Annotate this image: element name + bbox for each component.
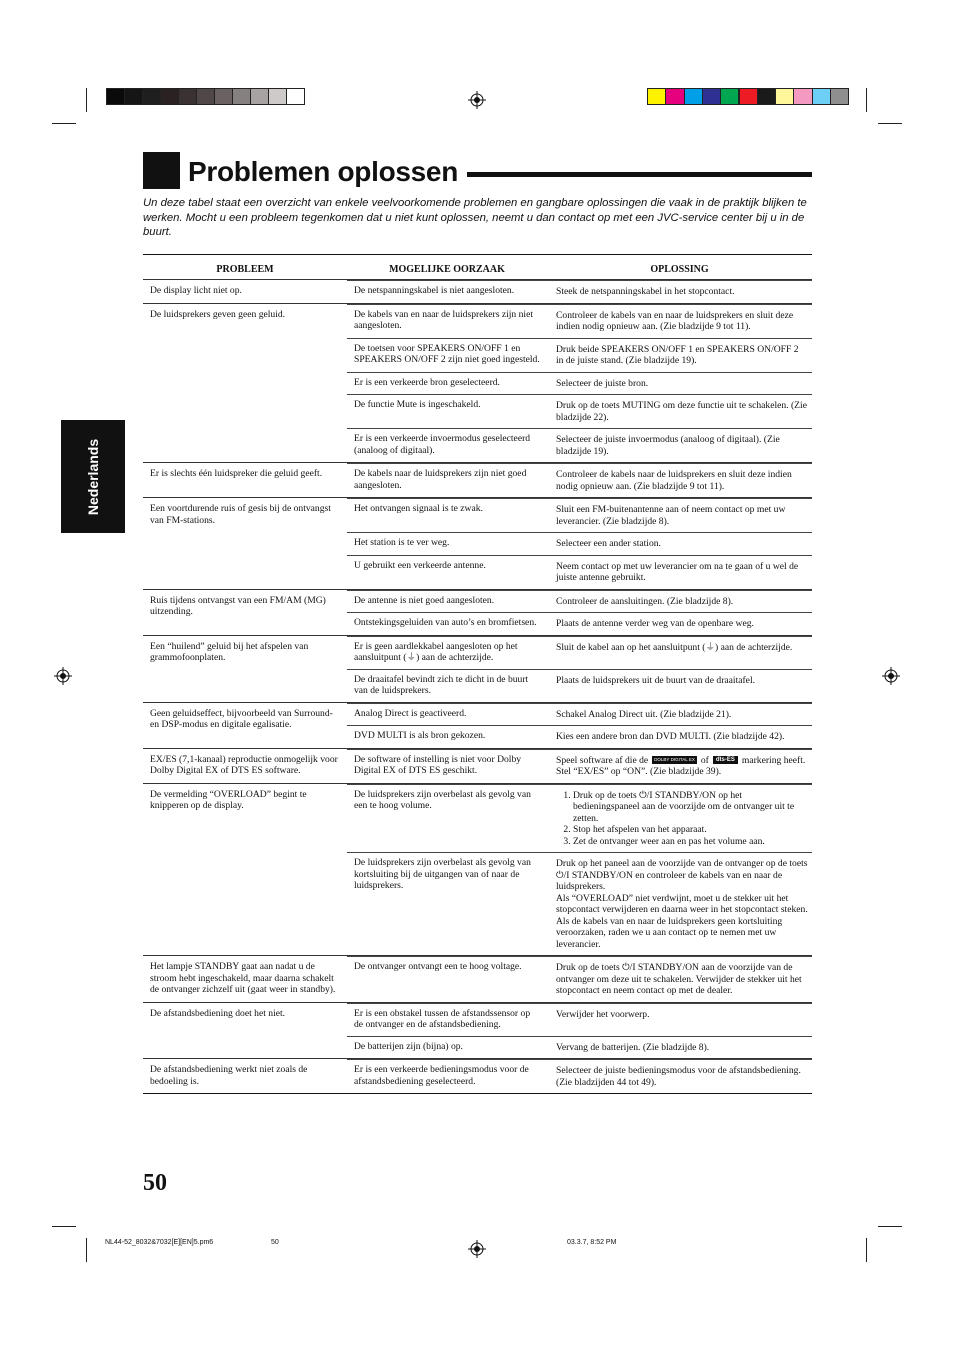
solution-cell: Verwijder het voorwerp. (556, 1008, 650, 1020)
intro-paragraph: Un deze tabel staat een overzicht van enkele veelvoorkomende problemen en gangbare oplossingen die vaak in de praktijk blijken te werken. Mocht u een probleem tegenkomen dat u niet kunt oplossen, neemt u dan contact op met een JVC-service center bij u in de buurt. (143, 197, 807, 238)
table-row (347, 498, 812, 532)
table-row-group (143, 304, 812, 464)
table-row-group (143, 703, 812, 749)
table-row-group (143, 749, 812, 784)
color-swatch (812, 88, 831, 105)
cause-cell: De kabels naar de luidsprekers zijn niet goed aangesloten. (354, 468, 527, 491)
color-swatch (124, 88, 143, 105)
cause-cell: De kabels van en naar de luidsprekers zijn niet aangesloten. (354, 308, 534, 331)
table-row (347, 555, 812, 589)
registration-target-icon (54, 667, 72, 685)
table-row (347, 1059, 812, 1093)
registration-target-icon (468, 91, 486, 109)
table-row-group (143, 1003, 812, 1060)
table-row-group (143, 956, 812, 1003)
table-row-group (143, 1059, 812, 1093)
color-swatch (142, 88, 161, 105)
solution-cell: Plaats de luidsprekers uit de buurt van de draaitafel. (556, 674, 756, 686)
solution-cell: Controleer de aansluitingen. (Zie bladzijde 8). (556, 595, 734, 607)
color-swatch (214, 88, 233, 105)
solution-cell: Druk beide SPEAKERS ON/OFF 1 en SPEAKERS ON/OFF 2 in de juiste stand. (Zie bladzijde 19). (556, 343, 799, 366)
problem-cell: Ruis tijdens ontvangst van een FM/AM (MG) uitzending. (150, 594, 326, 617)
color-swatch (196, 88, 215, 105)
solution-cell: Controleer de kabels van en naar de luidsprekers en sluit deze indien nodig opnieuw aan. (Zie bladzijde 9 tot 11). (556, 309, 794, 332)
title-marker-block (143, 152, 180, 189)
solution-cell (547, 785, 812, 853)
color-swatch (647, 88, 666, 105)
solution-step: 3. Zet de ontvanger weer aan en pas het volume aan. (573, 836, 808, 848)
color-swatch (268, 88, 287, 105)
cause-cell: De luidsprekers zijn overbelast als gevolg van kortsluiting bij de uitgangen van of naar de luidsprekers. (354, 857, 531, 891)
cause-cell: De batterijen zijn (bijna) op. (354, 1040, 463, 1052)
page-title: Problemen oplossen (188, 156, 458, 187)
crop-mark (86, 1238, 87, 1262)
problem-cell: De afstandsbediening doet het niet. (150, 1007, 286, 1019)
table-row-group (143, 636, 812, 703)
solution-cell (547, 750, 812, 783)
color-swatch (830, 88, 849, 105)
solution-text: of (700, 754, 709, 766)
cause-cell: De antenne is niet goed aangesloten. (354, 594, 495, 606)
solution-cell: Sluit de kabel aan op het aansluitpunt (⏚) aan de achterzijde. (556, 641, 793, 653)
solution-line: Als “OVERLOAD” niet verdwijnt, moet u de stekker uit het stopcontact verwijderen en daarna weer in het stopcontact steken. (556, 892, 808, 915)
table-row (347, 669, 812, 702)
color-swatch (178, 88, 197, 105)
color-swatch (250, 88, 269, 105)
solution-line: Druk op het paneel aan de voorzijde van de ontvanger op de toets ⏻/I STANDBY/ON en controleer de kabels van en naar de luidsprekers. (556, 858, 808, 892)
crop-mark (866, 88, 867, 112)
cause-cell: De software of instelling is niet voor Dolby Digital EX of DTS ES geschikt. (354, 753, 522, 776)
registration-target-icon (468, 1240, 486, 1258)
table-row-group (143, 590, 812, 636)
solution-cell: Selecteer de juiste bedieningsmodus voor de afstandsbediening. (Zie bladzijden 44 tot 49). (556, 1065, 801, 1088)
table-row-group (143, 784, 812, 957)
crop-mark (878, 123, 902, 124)
color-swatch (720, 88, 739, 105)
color-swatch (160, 88, 179, 105)
solution-cell: Vervang de batterijen. (Zie bladzijde 8). (556, 1041, 710, 1053)
table-row (347, 394, 812, 428)
troubleshooting-table (143, 254, 812, 1094)
solution-step: 2. Stop het afspelen van het apparaat. (573, 824, 808, 836)
problem-cell: De vermelding “OVERLOAD” begint te knipperen op de display. (150, 788, 307, 811)
solution-cell: Druk op de toets MUTING om deze functie uit te schakelen. (Zie bladzijde 22). (556, 400, 807, 423)
cause-cell: Het station is te ver weg. (354, 537, 450, 548)
table-row (347, 852, 812, 955)
cause-cell: Ontstekingsgeluiden van auto’s en bromfietsen. (354, 617, 537, 628)
solution-cell (547, 853, 812, 955)
solution-cell: Schakel Analog Direct uit. (Zie bladzijde 21). (556, 708, 732, 720)
language-side-tab (61, 420, 125, 533)
color-swatch (793, 88, 812, 105)
color-swatch (757, 88, 776, 105)
table-row (347, 1003, 812, 1036)
table-row (347, 636, 812, 669)
solution-cell: Kies een andere bron dan DVD MULTI. (Zie bladzijde 42). (556, 731, 785, 742)
table-row (347, 304, 812, 338)
table-row (347, 338, 812, 372)
cause-cell: Er is geen aardlekkabel aangesloten op het aansluitpunt (⏚) aan de achterzijde. (354, 640, 518, 663)
table-row (347, 725, 812, 748)
table-body (143, 280, 812, 1093)
crop-mark (52, 123, 76, 124)
cause-cell: Er is een verkeerde bron geselecteerd. (354, 376, 500, 388)
table-row (347, 749, 812, 783)
problem-cell: EX/ES (7,1-kanaal) reproductie onmogelijk voor Dolby Digital EX of DTS ES software. (150, 753, 338, 776)
problem-cell: Het lampje STANDBY gaat aan nadat u de stroom hebt ingeschakeld, maar daarna schakelt de ontvanger zichzelf uit (gaat weer in standby). (150, 961, 336, 995)
color-swatch (775, 88, 794, 105)
footer-page: 50 (271, 1239, 279, 1246)
problem-cell: De luidsprekers geven geen geluid. (150, 308, 286, 320)
solution-line: Als de kabels van en naar de luidsprekers geen kortsluiting veroorzaken, raden we u aan contact op te nemen met uw leverancier. (556, 915, 783, 950)
language-label: Nederlands (85, 438, 101, 515)
cause-cell: Er is een verkeerde invoermodus geselecteerd (analoog of digitaal). (354, 433, 531, 456)
dts-es-logo: dts-ES (713, 756, 738, 764)
dolby-digital-ex-logo: DOLBY DIGITAL EX (654, 757, 695, 763)
problem-cell: Er is slechts één luidspreker die geluid geeft. (150, 468, 323, 479)
problem-cell: Geen geluidseffect, bijvoorbeeld van Surround- en DSP-modus en digitale egalisatie. (150, 707, 333, 730)
solution-steps (556, 790, 808, 848)
table-row (347, 280, 812, 303)
table-row (347, 532, 812, 555)
problem-cell: Een “huilend” geluid bij het afspelen van grammofoonplaten. (150, 640, 309, 663)
table-row (347, 1036, 812, 1059)
solution-cell: Controleer de kabels naar de luidsprekers en sluit deze indien nodig opnieuw aan. (Zie bladzijde 9 tot 11). (556, 469, 792, 492)
table-row (347, 612, 812, 635)
solution-line (556, 755, 808, 767)
solution-step: 1. Druk op de toets ⏻/I STANDBY/ON op het bedieningspaneel aan de voorzijde om de ontvanger uit te zetten. (573, 790, 808, 825)
solution-cell: Sluit een FM-buitenantenne aan of neem contact op met uw leverancier. (Zie bladzijde 8). (556, 504, 786, 527)
solution-line: Stel “EX/ES” op “ON”. (Zie bladzijde 39). (556, 766, 722, 777)
column-header-solution: OPLOSSING (650, 264, 709, 275)
table-row-group (143, 498, 812, 590)
column-header-cause: MOGELIJKE OORZAAK (389, 264, 505, 275)
table-row (347, 372, 812, 395)
solution-cell: Druk op de toets ⏻/I STANDBY/ON aan de voorzijde van de ontvanger om deze uit te schakelen. Verwijder de stekker uit het stopcontact en neem contact op met de dealer. (556, 962, 802, 996)
crop-mark (866, 1238, 867, 1262)
table-row (347, 784, 812, 853)
cause-cell: DVD MULTI is als bron gekozen. (354, 730, 486, 741)
crop-mark (878, 1226, 902, 1227)
solution-text: Speel software af die de (556, 754, 649, 766)
problem-cell: Een voortdurende ruis of gesis bij de ontvangst van FM-stations. (150, 503, 331, 526)
title-rule (467, 172, 812, 177)
crop-mark (86, 88, 87, 112)
table-row (347, 703, 812, 726)
cause-cell: Analog Direct is geactiveerd. (354, 707, 467, 719)
table-row-group (143, 280, 812, 304)
color-swatch (739, 88, 758, 105)
color-swatch (702, 88, 721, 105)
cause-cell: De toetsen voor SPEAKERS ON/OFF 1 en SPEAKERS ON/OFF 2 zijn niet goed ingesteld. (354, 342, 540, 365)
solution-cell: Selecteer de juiste invoermodus (analoog of digitaal). (Zie bladzijde 19). (556, 434, 780, 457)
color-swatch (286, 88, 305, 105)
crop-mark (52, 1226, 76, 1227)
problem-cell: De afstandsbediening werkt niet zoals de bedoeling is. (150, 1064, 308, 1087)
footer-filename: NL44-52_8032&7032[E][EN]5.pm6 (105, 1239, 214, 1246)
table-row-group (143, 463, 812, 498)
cause-cell: De draaitafel bevindt zich te dicht in de buurt van de luidsprekers. (354, 673, 529, 696)
solution-cell: Steek de netspanningskabel in het stopcontact. (556, 286, 735, 297)
color-swatch (232, 88, 251, 105)
solution-cell: Selecteer een ander station. (556, 538, 661, 549)
cause-cell: Er is een obstakel tussen de afstandssensor op de ontvanger en de afstandsbediening. (354, 1007, 531, 1030)
column-header-problem: PROBLEEM (216, 264, 274, 275)
cause-cell: Er is een verkeerde bedieningsmodus voor de afstandsbediening geselecteerd. (354, 1064, 529, 1087)
cause-cell: De netspanningskabel is niet aangesloten. (354, 285, 515, 296)
table-row (347, 428, 812, 462)
cause-cell: Het ontvangen signaal is te zwak. (354, 503, 483, 514)
table-row (347, 463, 812, 497)
cause-cell: De luidsprekers zijn overbelast als gevolg van een te hoog volume. (354, 788, 531, 811)
table-header (143, 255, 812, 280)
solution-text: markering heeft. (741, 754, 806, 766)
registration-target-icon (882, 667, 900, 685)
cause-cell: U gebruikt een verkeerde antenne. (354, 559, 486, 571)
page-number: 50 (143, 1170, 167, 1196)
solution-cell: Neem contact op met uw leverancier om na te gaan of u wel de juiste antenne gebruikt. (556, 560, 799, 583)
footer-date: 03.3.7, 8:52 PM (567, 1239, 617, 1246)
cause-cell: De ontvanger ontvangt een te hoog voltage. (354, 961, 522, 972)
table-row (347, 956, 812, 1002)
cause-cell: De functie Mute is ingeschakeld. (354, 399, 481, 410)
problem-cell: De display licht niet op. (150, 285, 242, 296)
table-row (347, 590, 812, 613)
color-swatch (106, 88, 125, 105)
color-swatch (684, 88, 703, 105)
solution-cell: Plaats de antenne verder weg van de openbare weg. (556, 618, 754, 629)
solution-cell: Selecteer de juiste bron. (556, 377, 649, 389)
color-swatch (665, 88, 684, 105)
